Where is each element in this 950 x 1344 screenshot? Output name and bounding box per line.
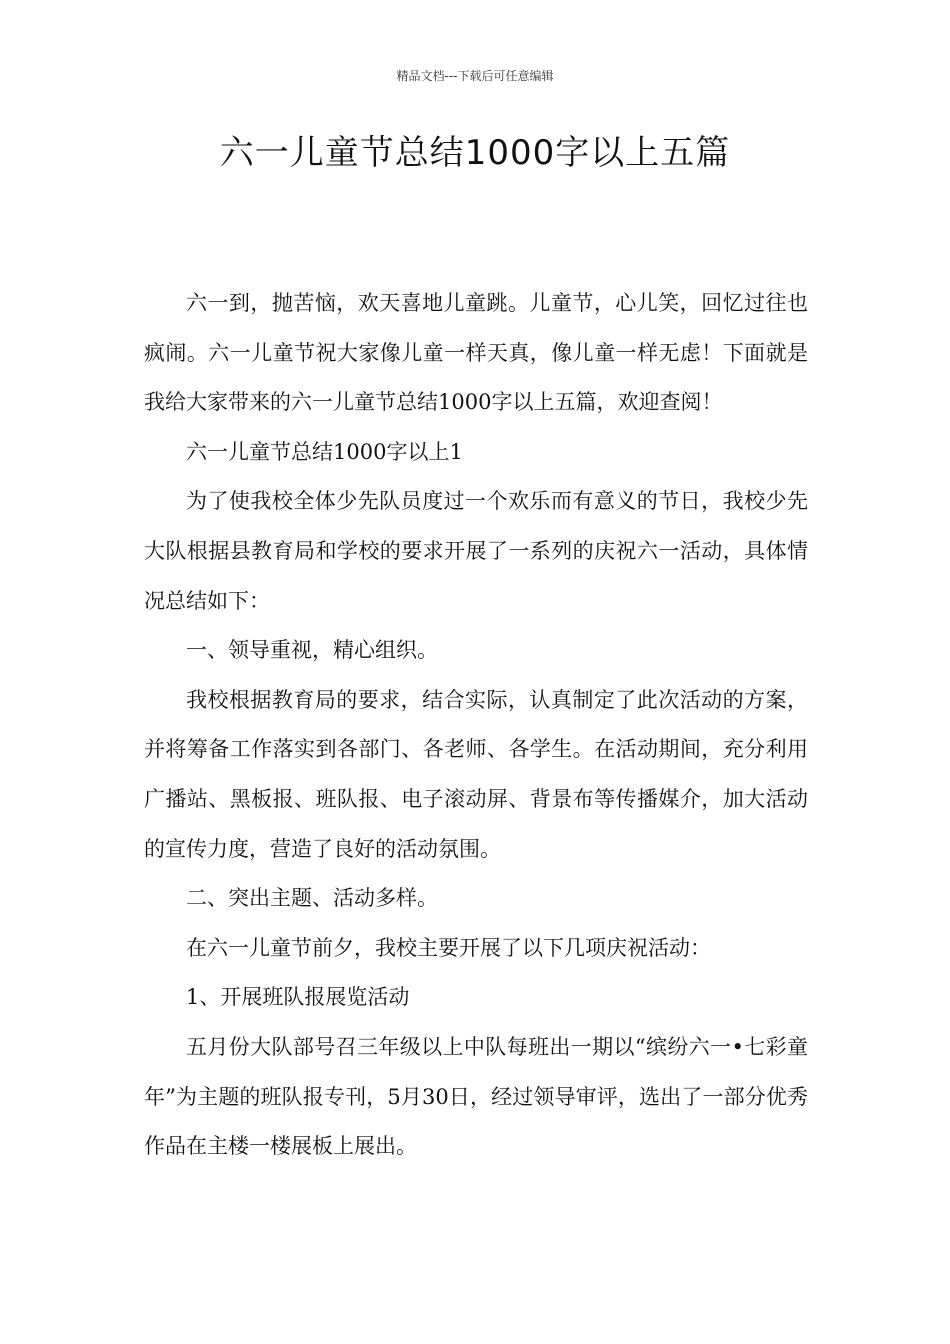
header-note: 精品文档---下载后可任意编辑 xyxy=(396,69,554,83)
document-body xyxy=(144,279,808,1172)
body-paragraph: 为了使我校全体少先队员度过一个欢乐而有意义的节日，我校少先大队根据县教育局和学校的要求开展了一系列的庆祝六一活动，具体情况总结如下： xyxy=(144,489,808,613)
body-paragraph: 在六一儿童节前夕，我校主要开展了以下几项庆祝活动： xyxy=(186,935,711,960)
document-title: 六一儿童节总结1000字以上五篇 xyxy=(219,133,731,173)
body-paragraph: 我校根据教育局的要求，结合实际，认真制定了此次活动的方案，并将筹备工作落实到各部门、各老师、各学生。在活动期间，充分利用广播站、黑板报、班队报、电子滚动屏、背景布等传播媒介，加大活动的宣传力度，营造了良好的活动氛围。 xyxy=(144,687,808,861)
subheading: 二、突出主题、活动多样。 xyxy=(186,886,438,911)
body-paragraph: 五月份大队部号召三年级以上中队每班出一期以“缤纷六一•七彩童年”为主题的班队报专刊，5月30日，经过领导审评，选出了一部分优秀作品在主楼一楼展板上展出。 xyxy=(144,1034,808,1159)
subheading: 一、领导重视，精心组织。 xyxy=(186,638,438,663)
section-heading: 六一儿童节总结1000字以上1 xyxy=(186,439,463,464)
intro-paragraph: 六一到，抛苦恼，欢天喜地儿童跳。儿童节，心儿笑，回忆过往也疯闹。六一儿童节祝大家像儿童一样天真，像儿童一样无虑！下面就是我给大家带来的六一儿童节总结1000字以上五篇，欢迎查阅！ xyxy=(144,291,808,415)
list-item-heading: 1、开展班队报展览活动 xyxy=(186,985,410,1010)
